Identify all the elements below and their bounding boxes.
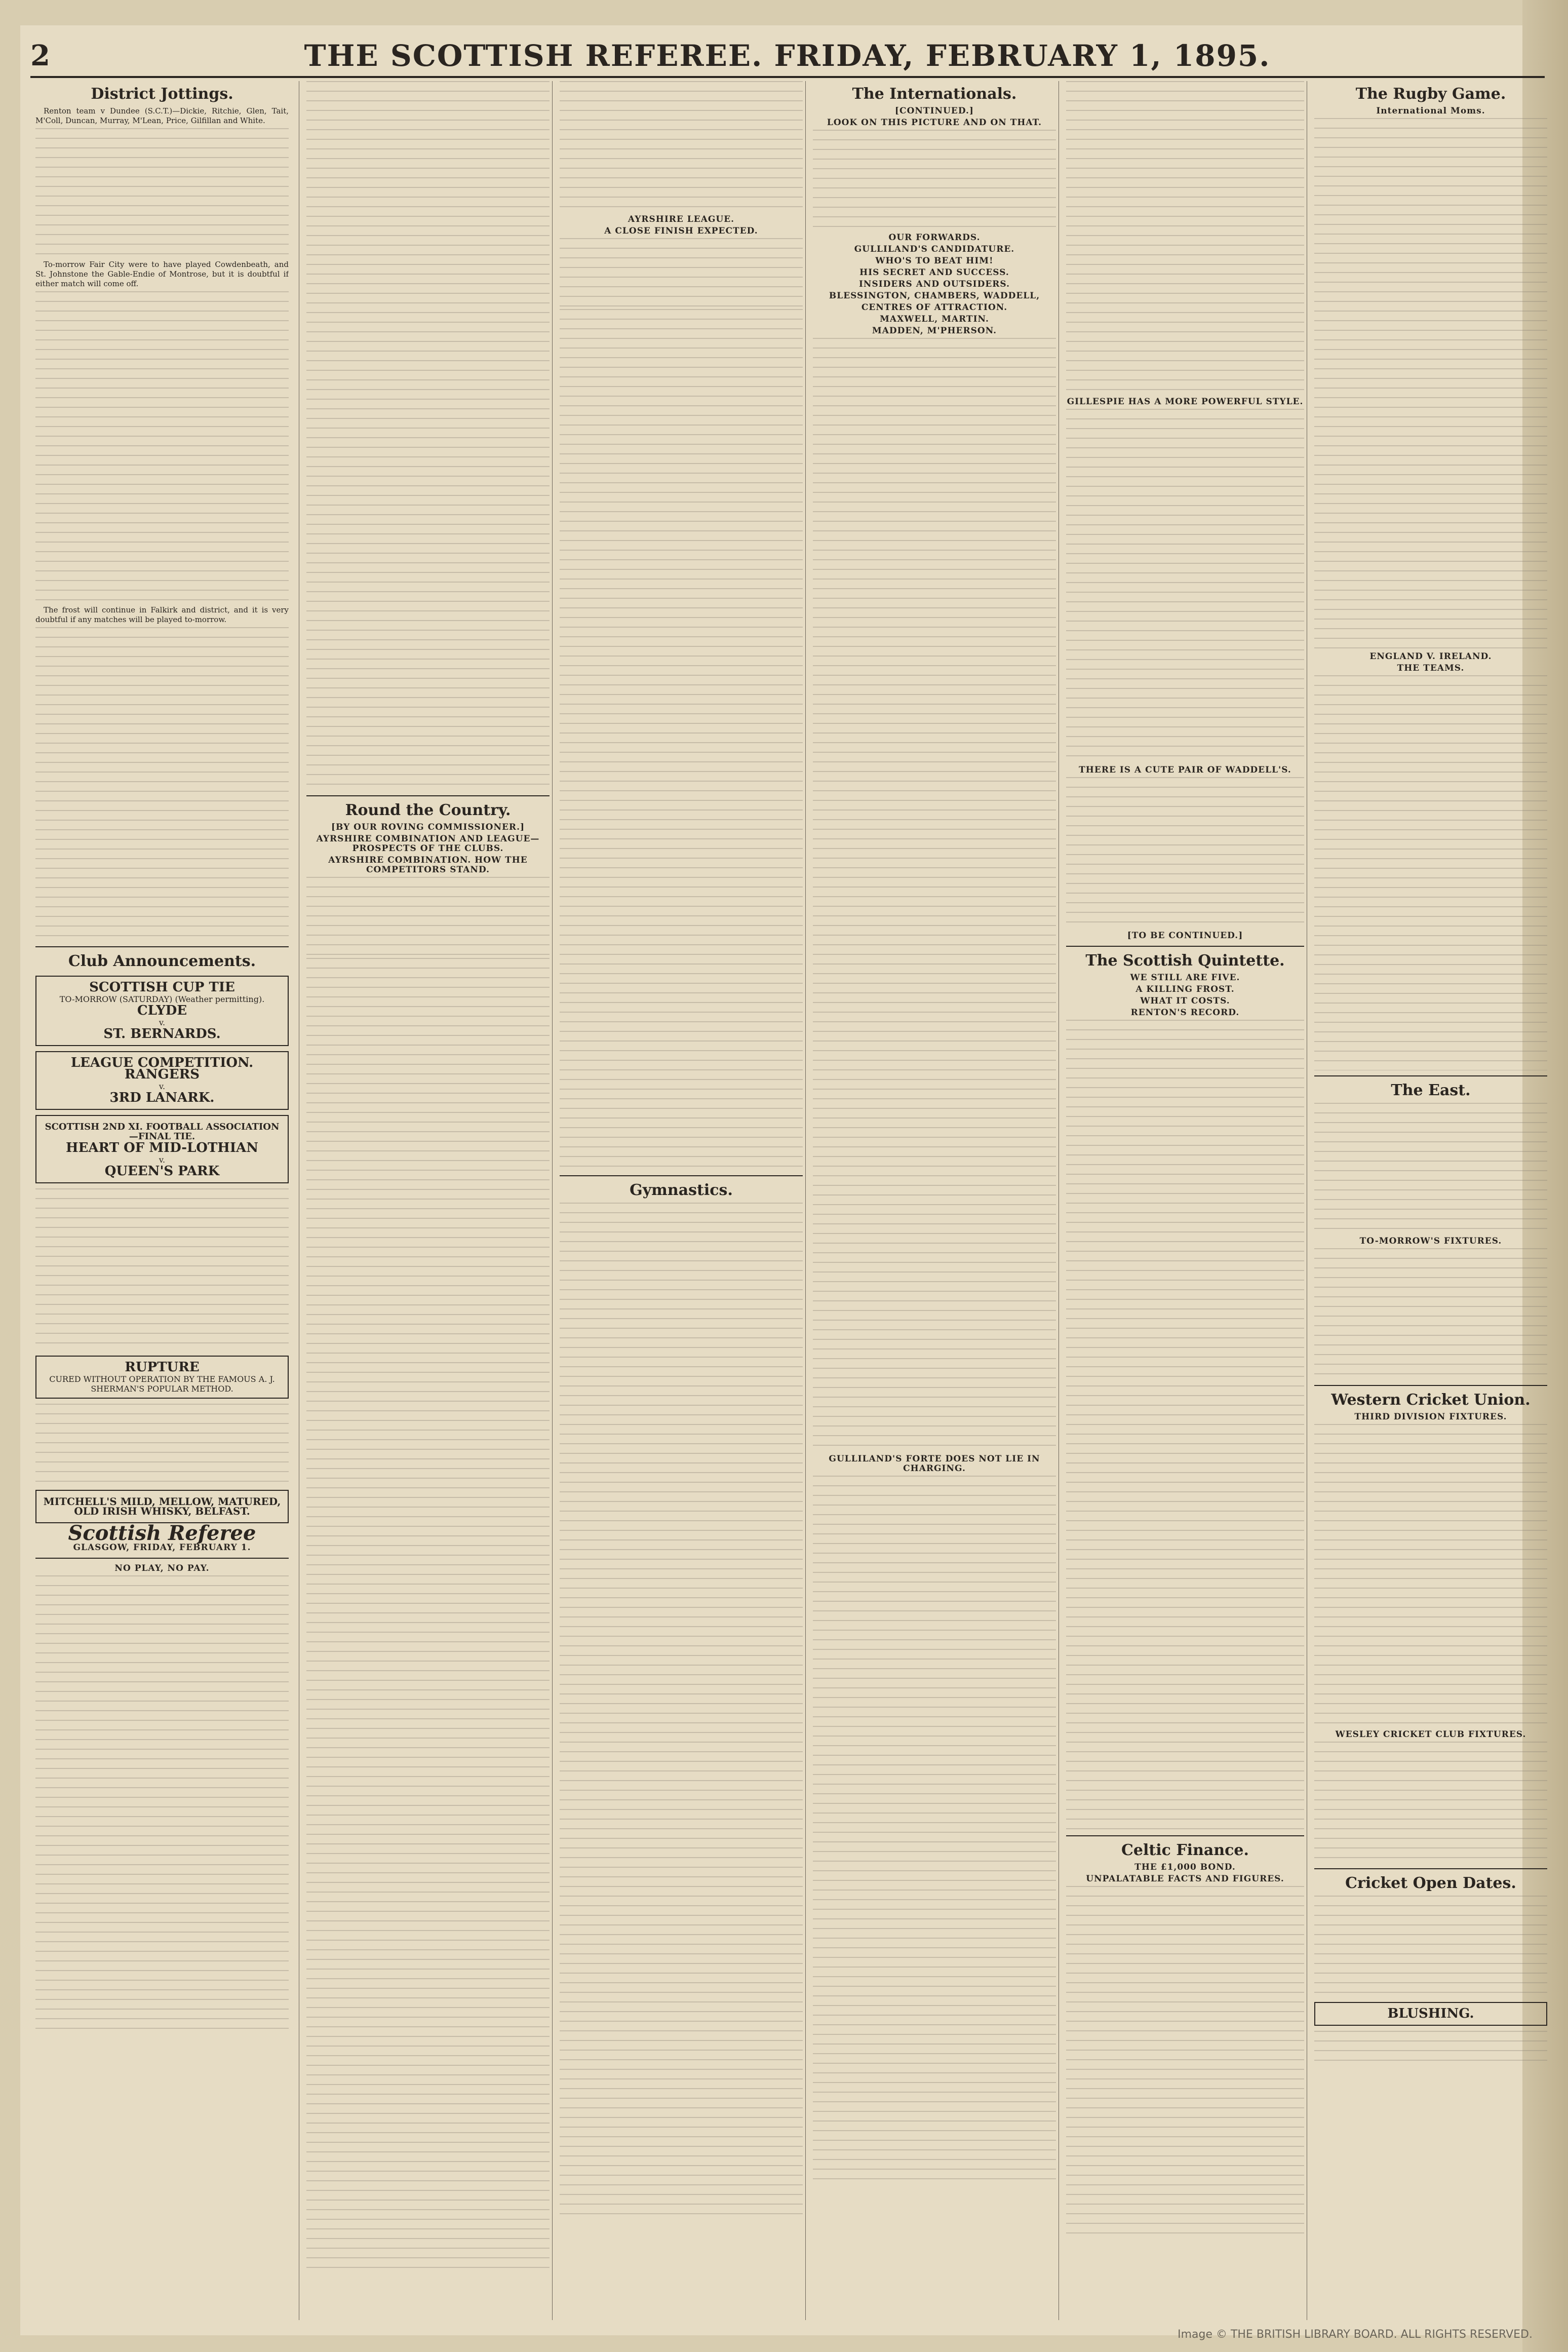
subheading: [CONTINUED.] bbox=[895, 106, 974, 116]
subheading: INSIDERS AND OUTSIDERS. bbox=[858, 279, 1010, 289]
subheading: GILLESPIE HAS A MORE POWERFUL STYLE. bbox=[1067, 397, 1304, 407]
scottish-quintette-heading: The Scottish Quintette. bbox=[1085, 952, 1285, 970]
advert-final-tie: SCOTTISH 2ND XI. FOOTBALL ASSOCIATION—FINAL TIE. HEART OF MID-LOTHIAN v. QUEEN'S PARK bbox=[35, 1115, 289, 1183]
subheading: MADDEN, M'PHERSON. bbox=[872, 326, 997, 336]
article-text: The frost will continue in Falkirk and district, and it is very doubtful if any matches will be played to-morrow. bbox=[35, 605, 289, 624]
article-body bbox=[306, 958, 550, 2275]
district-jottings-heading: District Jottings. bbox=[91, 85, 233, 103]
advert-whisky bbox=[35, 1490, 289, 1523]
advert-title: SCOTTISH CUP TIE bbox=[89, 980, 235, 995]
article-body bbox=[35, 128, 289, 260]
subheading: ENGLAND V. IRELAND. bbox=[1369, 651, 1492, 662]
subheading: THERE IS A CUTE PAIR OF WADDELL'S. bbox=[1079, 765, 1291, 775]
cricket-open-dates-heading: Cricket Open Dates. bbox=[1345, 1874, 1516, 1892]
celtic-finance-heading: Celtic Finance. bbox=[1121, 1841, 1249, 1859]
article-body bbox=[813, 1476, 1056, 2185]
subheading: [TO BE CONTINUED.] bbox=[1127, 931, 1243, 941]
subheading: THE £1,000 BOND. bbox=[1134, 1862, 1236, 1872]
article-body bbox=[1314, 1103, 1547, 1235]
subheading: International Moms. bbox=[1376, 106, 1485, 116]
advert-league: LEAGUE COMPETITION. RANGERS v. 3RD LANARK. bbox=[35, 1051, 289, 1110]
advert-blushing bbox=[1314, 2002, 1547, 2026]
column-6 bbox=[1307, 81, 1547, 2320]
advert-line: CURED WITHOUT OPERATION BY THE FAMOUS A. J. SHERMAN'S POPULAR METHOD. bbox=[49, 1374, 275, 1394]
fixture-list bbox=[1314, 1424, 1547, 1728]
editorial-heading: NO PLAY, NO PAY. bbox=[114, 1563, 210, 1573]
subheading: GULLILAND'S FORTE DOES NOT LIE IN CHARGING. bbox=[829, 1454, 1040, 1474]
dateline: GLASGOW, FRIDAY, FEBRUARY 1. bbox=[73, 1543, 251, 1553]
column-3 bbox=[552, 81, 803, 2320]
byline: [BY OUR ROVING COMMISSIONER.] bbox=[331, 822, 525, 832]
subheading: GULLILAND'S CANDIDATURE. bbox=[854, 244, 1015, 254]
advert-line: TO-MORROW (SATURDAY) (Weather permitting). bbox=[59, 994, 265, 1004]
article-body bbox=[1066, 1886, 1304, 2241]
advert-team: HEART OF MID-LOTHIAN bbox=[66, 1140, 258, 1155]
scottish-referee-logo: Scottish Referee bbox=[68, 1521, 256, 1545]
article-text: To-morrow Fair City were to have played Cowdenbeath, and St. Johnstone the Gable-Endie of Montrose, but it is doubtful if either match will come off. bbox=[35, 260, 289, 288]
masthead-title: THE SCOTTISH REFEREE. FRIDAY, FEBRUARY 1, 1895. bbox=[304, 38, 1271, 73]
article-text: Renton team v Dundee (S.C.T.)—Dickie, Ritchie, Glen, Tait, M'Coll, Duncan, Murray, M'Lean, Price, Gilfillan and White. bbox=[35, 106, 289, 125]
article-body bbox=[1066, 1020, 1304, 1830]
advert-team: ST. BERNARDS. bbox=[103, 1026, 221, 1042]
editorial-body bbox=[35, 1575, 289, 2031]
article-body bbox=[35, 291, 289, 605]
article-body bbox=[35, 627, 289, 941]
subheading: HIS SECRET AND SUCCESS. bbox=[859, 267, 1009, 278]
fixture-list bbox=[1314, 1742, 1547, 1863]
subheading: MAXWELL, MARTIN. bbox=[880, 314, 989, 324]
subheading: UNPALATABLE FACTS AND FIGURES. bbox=[1086, 1874, 1284, 1884]
gymnastics-heading: Gymnastics. bbox=[630, 1181, 733, 1199]
fixture-list bbox=[1314, 1248, 1547, 1380]
subheading: LOOK ON THIS PICTURE AND ON THAT. bbox=[827, 118, 1042, 128]
article-body bbox=[306, 81, 550, 790]
article-body bbox=[1066, 81, 1304, 395]
article-body bbox=[813, 338, 1056, 1452]
article-body bbox=[1066, 409, 1304, 763]
article-body bbox=[560, 81, 803, 213]
team-list bbox=[813, 130, 1056, 231]
column-2 bbox=[299, 81, 550, 2320]
subheading: OUR FORWARDS. bbox=[888, 233, 981, 243]
advert-title: MITCHELL'S MILD, MELLOW, MATURED, OLD IRISH WHISKY, BELFAST. bbox=[43, 1495, 281, 1517]
subheading: CENTRES OF ATTRACTION. bbox=[861, 302, 1008, 313]
classified-ads bbox=[1314, 1896, 1547, 1997]
subheading: TO-MORROW'S FIXTURES. bbox=[1359, 1236, 1502, 1246]
advert-cup-tie: SCOTTISH CUP TIE TO-MORROW (SATURDAY) (Weather permitting). CLYDE v. ST. BERNARDS. bbox=[35, 976, 289, 1046]
round-the-country-heading: Round the Country. bbox=[345, 801, 511, 819]
advert-rupture bbox=[35, 1356, 289, 1399]
column-4 bbox=[805, 81, 1056, 2320]
column-5 bbox=[1059, 81, 1304, 2320]
subheading: WHAT IT COSTS. bbox=[1140, 996, 1230, 1006]
page-number: 2 bbox=[30, 39, 50, 72]
league-table bbox=[306, 877, 550, 958]
internationals-heading: The Internationals. bbox=[852, 85, 1017, 103]
subheading: BLESSINGTON, CHAMBERS, WADDELL, bbox=[829, 291, 1040, 301]
subheading: A CLOSE FINISH EXPECTED. bbox=[604, 226, 758, 236]
advert-body bbox=[35, 1404, 289, 1485]
rugby-game-heading: The Rugby Game. bbox=[1355, 85, 1506, 103]
subheading: WE STILL ARE FIVE. bbox=[1130, 973, 1240, 983]
column-1 bbox=[35, 81, 289, 2320]
image-credit: Image © THE BRITISH LIBRARY BOARD. ALL RIGHTS RESERVED. bbox=[1178, 2328, 1533, 2341]
advert-team: CLYDE bbox=[137, 1003, 187, 1018]
article-body bbox=[1066, 777, 1304, 929]
advert-team: QUEEN'S PARK bbox=[104, 1164, 220, 1179]
advert-team: RANGERS bbox=[125, 1067, 200, 1082]
subheading: THE TEAMS. bbox=[1397, 663, 1465, 673]
subheading: WHO'S TO BEAT HIM! bbox=[875, 256, 994, 266]
advert-team: 3RD LANARK. bbox=[109, 1090, 215, 1105]
subheading: THIRD DIVISION FIXTURES. bbox=[1354, 1412, 1507, 1422]
article-body bbox=[560, 1203, 803, 2216]
advert-title: LEAGUE COMPETITION. bbox=[70, 1055, 254, 1070]
advert-title: RUPTURE bbox=[125, 1360, 200, 1375]
subheading: AYRSHIRE LEAGUE. bbox=[628, 214, 735, 224]
masthead bbox=[30, 35, 1545, 78]
league-table bbox=[560, 238, 803, 309]
advert-title: SCOTTISH 2ND XI. FOOTBALL ASSOCIATION—FINAL TIE. bbox=[45, 1122, 280, 1142]
advert-body bbox=[35, 1188, 289, 1351]
subheading: RENTON'S RECORD. bbox=[1130, 1008, 1240, 1018]
article-body bbox=[560, 309, 803, 1170]
advert-body bbox=[1314, 2031, 1547, 2061]
article-body bbox=[1314, 675, 1547, 1070]
subheading: AYRSHIRE COMBINATION AND LEAGUE—PROSPECTS OF THE CLUBS. bbox=[316, 834, 540, 854]
subheading: A KILLING FROST. bbox=[1135, 984, 1235, 994]
subheading: WESLEY CRICKET CLUB FIXTURES. bbox=[1335, 1729, 1526, 1740]
club-announcements-heading: Club Announcements. bbox=[68, 952, 256, 970]
western-cricket-union-heading: Western Cricket Union. bbox=[1331, 1391, 1531, 1409]
subheading: AYRSHIRE COMBINATION. HOW THE COMPETITORS STAND. bbox=[328, 855, 528, 875]
advert-title: BLUSHING. bbox=[1387, 2006, 1474, 2021]
the-east-heading: The East. bbox=[1391, 1082, 1471, 1099]
article-body bbox=[1314, 118, 1547, 650]
